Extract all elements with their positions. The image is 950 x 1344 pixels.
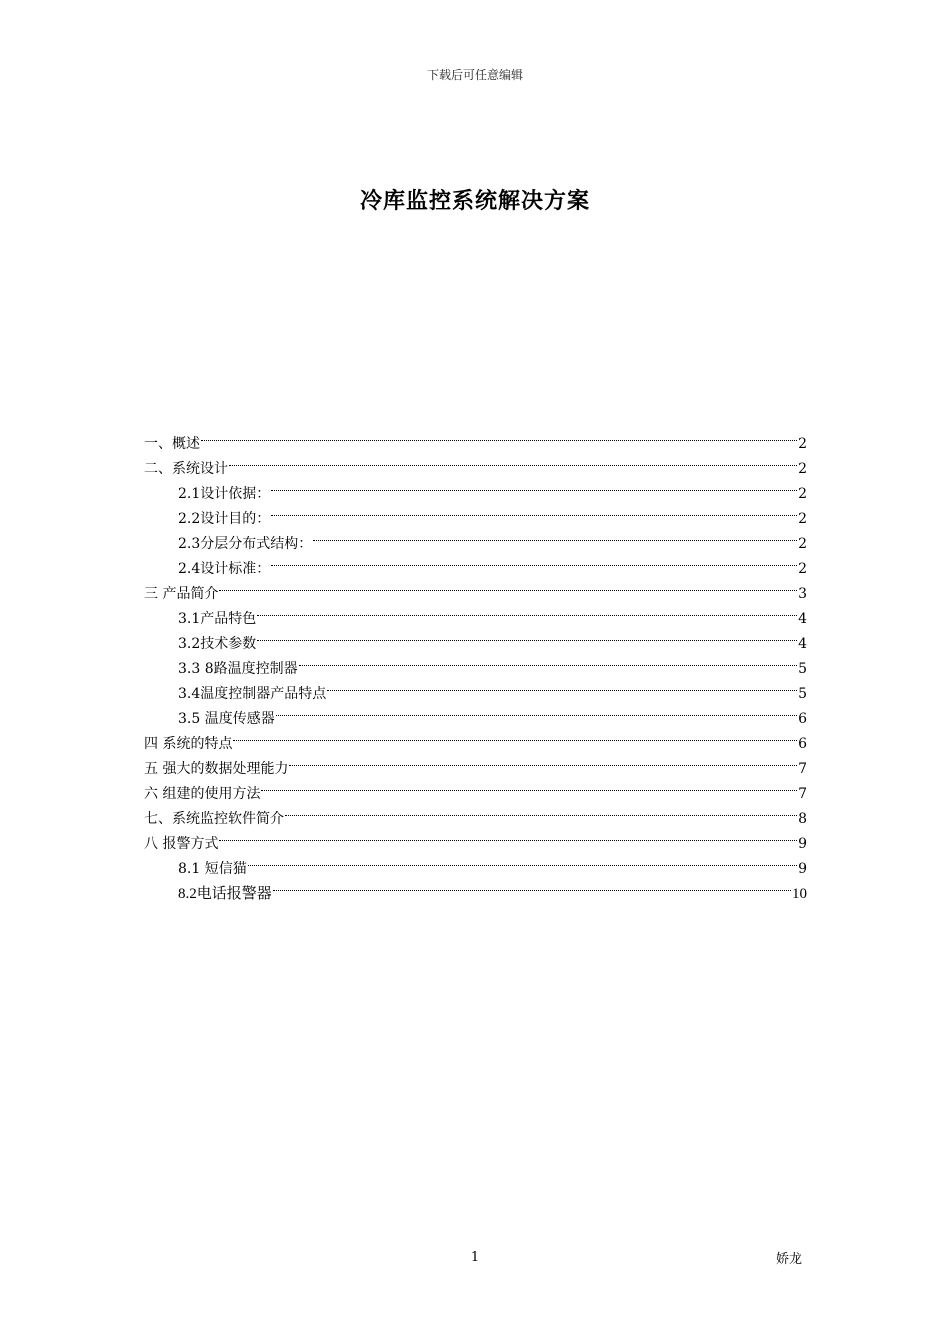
toc-entry-page: 4	[798, 636, 807, 652]
toc-dot-leader	[313, 523, 797, 548]
toc-entry-label: 三 产品简介	[144, 586, 219, 602]
toc-dot-leader	[273, 873, 791, 898]
toc-dot-leader	[219, 823, 797, 848]
toc-entry-page: 9	[798, 861, 807, 877]
toc-dot-leader	[248, 848, 797, 873]
toc-entry[interactable]	[144, 423, 807, 452]
toc-entry-label: 8.1 短信猫	[178, 861, 247, 877]
toc-dot-leader	[201, 423, 797, 448]
toc-dot-leader	[289, 748, 797, 773]
toc-entry-label: 3.1产品特色	[178, 611, 257, 627]
toc-entry-label: 2.3分层分布式结构：	[178, 536, 313, 552]
toc-dot-leader	[229, 448, 797, 473]
toc-entry-label: 七、系统监控软件简介	[144, 811, 284, 827]
toc-dot-leader	[233, 723, 797, 748]
toc-entry-label: 八 报警方式	[144, 836, 219, 852]
toc-entry-label: 六 组建的使用方法	[144, 786, 261, 802]
page-number: 1	[470, 1250, 480, 1265]
document-title: 冷库监控系统解决方案	[359, 188, 590, 214]
toc-entry-page: 4	[798, 611, 807, 627]
footer-author: 娇龙	[776, 1252, 803, 1267]
toc-dot-leader	[219, 573, 797, 598]
toc-entry-page: 6	[798, 736, 807, 752]
toc-entry[interactable]	[144, 598, 807, 627]
toc-dot-leader	[257, 623, 797, 648]
toc-entry[interactable]	[144, 823, 807, 852]
toc-entry-page: 2	[798, 536, 807, 552]
toc-entry-page: 5	[798, 686, 807, 702]
toc-dot-leader	[276, 698, 797, 723]
toc-entry-page: 2	[798, 511, 807, 527]
toc-dot-leader	[271, 473, 797, 498]
toc-entry-page: 7	[798, 786, 807, 802]
toc-entry-label: 五 强大的数据处理能力	[144, 761, 289, 777]
toc-entry-label: 3.5 温度传感器	[178, 711, 275, 727]
toc-entry-page: 9	[798, 836, 807, 852]
table-of-contents	[144, 423, 807, 902]
toc-entry-page: 2	[798, 486, 807, 502]
toc-entry-label: 2.2设计目的：	[178, 511, 271, 527]
toc-dot-leader	[261, 773, 797, 798]
toc-entry-label: 3.3 8路温度控制器	[178, 661, 298, 677]
toc-entry-page: 10	[792, 886, 807, 902]
toc-dot-leader	[271, 548, 797, 573]
toc-entry-label: 2.1设计依据：	[178, 486, 271, 502]
toc-entry-label: 3.4温度控制器产品特点	[178, 686, 327, 702]
toc-entry-page: 5	[798, 661, 807, 677]
toc-entry-page: 2	[798, 561, 807, 577]
toc-entry-label: 四 系统的特点	[144, 736, 233, 752]
toc-dot-leader	[257, 598, 797, 623]
toc-entry[interactable]	[144, 723, 807, 752]
toc-entry[interactable]	[144, 473, 807, 502]
toc-entry[interactable]	[144, 748, 807, 777]
toc-entry[interactable]	[144, 848, 807, 877]
page-header: 下载后可任意编辑	[426, 68, 523, 82]
toc-entry-label: 2.4设计标准：	[178, 561, 271, 577]
toc-entry-label: 一、概述	[144, 436, 200, 452]
toc-dot-leader	[299, 648, 797, 673]
toc-entry-label: 3.2技术参数	[178, 636, 257, 652]
toc-entry[interactable]	[144, 448, 807, 477]
toc-dot-leader	[271, 498, 797, 523]
toc-entry-page: 8	[798, 811, 807, 827]
toc-entry-page: 2	[798, 436, 807, 452]
toc-entry-page: 2	[798, 461, 807, 477]
toc-entry-label: 二、系统设计	[144, 461, 228, 477]
toc-entry-page: 6	[798, 711, 807, 727]
toc-entry-label: 8.2电话报警器	[178, 886, 272, 902]
toc-entry-page: 3	[798, 586, 807, 602]
toc-entry-page: 7	[798, 761, 807, 777]
toc-dot-leader	[285, 798, 797, 823]
toc-entry[interactable]	[144, 573, 807, 602]
toc-dot-leader	[327, 673, 797, 698]
